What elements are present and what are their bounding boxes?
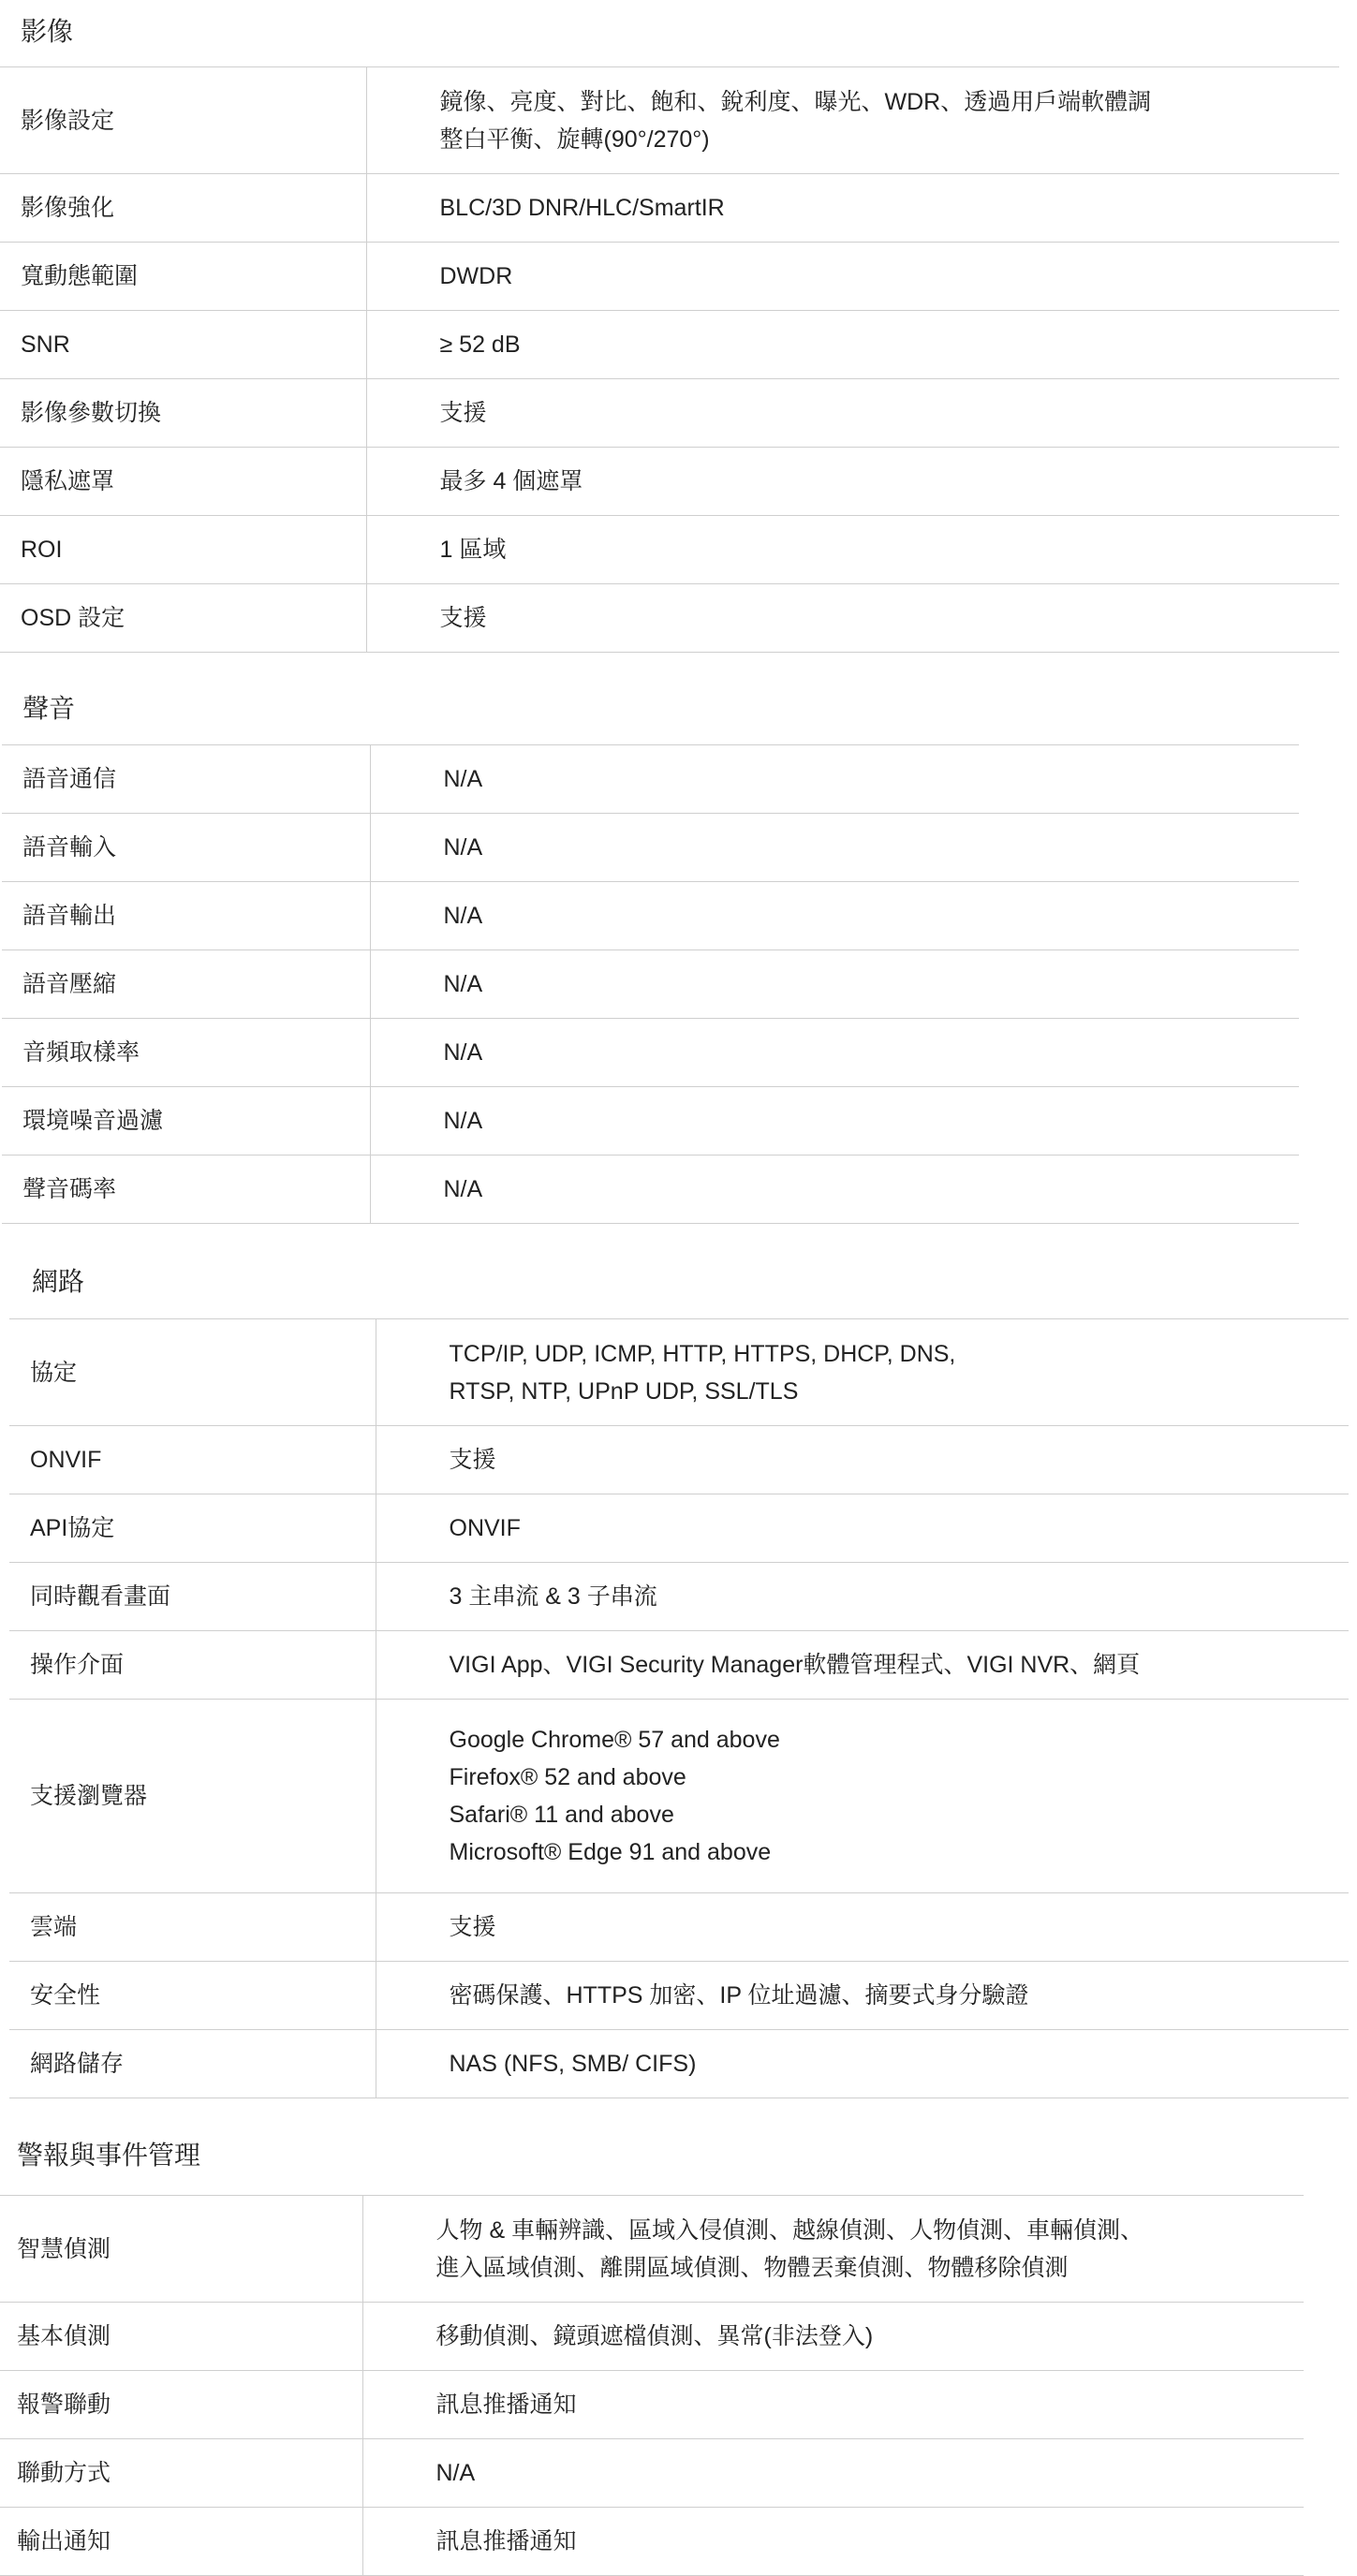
row-value: N/A <box>370 882 1299 950</box>
row-label: 聲音碼率 <box>2 1156 370 1224</box>
row-value: ONVIF <box>376 1494 1349 1563</box>
row-value: 支援 <box>366 584 1339 653</box>
spec-table-audio <box>2 744 1299 1224</box>
value-line: 人物 & 車輛辨識、區域入侵偵測、越線偵測、人物偵測、車輛偵測、 <box>435 2216 1144 2244</box>
row-label: 安全性 <box>9 1962 376 2030</box>
table-row <box>9 1563 1349 1631</box>
row-label: 輸出通知 <box>0 2508 362 2576</box>
row-label: 影像強化 <box>0 174 366 243</box>
row-label: 寬動態範圍 <box>0 243 366 311</box>
row-value: N/A <box>370 814 1299 882</box>
row-label: 音頻取樣率 <box>2 1019 370 1087</box>
row-value: 1 區域 <box>366 516 1339 584</box>
value-line: 鏡像、亮度、對比、飽和、銳利度、曝光、WDR、透過用戶端軟體調 <box>439 88 1152 115</box>
table-row <box>2 950 1299 1019</box>
table-row <box>9 2030 1349 2098</box>
row-value: NAS (NFS, SMB/ CIFS) <box>376 2030 1349 2098</box>
value-line: 進入區域偵測、離開區域偵測、物體丟棄偵測、物體移除偵測 <box>435 2254 1069 2281</box>
row-value: N/A <box>370 1019 1299 1087</box>
row-value: 支援 <box>366 379 1339 448</box>
row-value: N/A <box>370 1156 1299 1224</box>
row-label: 語音輸入 <box>2 814 370 882</box>
row-value: 移動偵測、鏡頭遮檔偵測、異常(非法登入) <box>362 2303 1304 2371</box>
row-value: N/A <box>370 1087 1299 1156</box>
row-value: 3 主串流 & 3 子串流 <box>376 1563 1349 1631</box>
row-label: OSD 設定 <box>0 584 366 653</box>
row-label: 聯動方式 <box>0 2439 362 2508</box>
row-label: 影像設定 <box>0 67 366 174</box>
spec-table-image <box>0 66 1339 653</box>
value-line: Firefox® 52 and above <box>449 1764 686 1790</box>
row-label: 語音輸出 <box>2 882 370 950</box>
table-row <box>0 2371 1304 2439</box>
row-label: 語音通信 <box>2 745 370 814</box>
table-row <box>9 1319 1349 1426</box>
table-row <box>0 584 1339 653</box>
table-row <box>2 1087 1299 1156</box>
row-label: 操作介面 <box>9 1631 376 1700</box>
row-value: 支援 <box>376 1893 1349 1962</box>
value-line: Google Chrome® 57 and above <box>449 1727 780 1753</box>
row-value <box>362 2196 1304 2303</box>
table-row <box>9 1631 1349 1700</box>
section-title-audio: 聲音 <box>22 694 76 723</box>
row-label: ONVIF <box>9 1426 376 1494</box>
row-label: SNR <box>0 311 366 379</box>
row-value: ≥ 52 dB <box>366 311 1339 379</box>
table-row <box>9 1893 1349 1962</box>
row-label: 基本偵測 <box>0 2303 362 2371</box>
row-label: ROI <box>0 516 366 584</box>
table-row <box>9 1962 1349 2030</box>
value-line: Microsoft® Edge 91 and above <box>449 1839 772 1865</box>
row-value: 訊息推播通知 <box>362 2508 1304 2576</box>
table-row <box>2 1156 1299 1224</box>
table-row <box>2 745 1299 814</box>
table-row <box>0 311 1339 379</box>
table-row <box>0 2303 1304 2371</box>
row-label: 影像參數切換 <box>0 379 366 448</box>
row-label: 網路儲存 <box>9 2030 376 2098</box>
row-value: 最多 4 個遮罩 <box>366 448 1339 516</box>
row-value: N/A <box>370 745 1299 814</box>
row-label: 協定 <box>9 1319 376 1426</box>
row-value: 密碼保護、HTTPS 加密、IP 位址過濾、摘要式身分驗證 <box>376 1962 1349 2030</box>
table-row <box>2 882 1299 950</box>
row-label: 智慧偵測 <box>0 2196 362 2303</box>
section-title-network: 網路 <box>32 1267 85 1296</box>
section-title-alarm: 警報與事件管理 <box>17 2141 201 2170</box>
table-row <box>0 67 1339 174</box>
table-row <box>2 1019 1299 1087</box>
row-label: 隱私遮罩 <box>0 448 366 516</box>
table-row <box>0 2196 1304 2303</box>
row-value: 訊息推播通知 <box>362 2371 1304 2439</box>
row-label: 報警聯動 <box>0 2371 362 2439</box>
row-value: N/A <box>370 950 1299 1019</box>
row-label: API協定 <box>9 1494 376 1563</box>
table-row <box>0 448 1339 516</box>
row-value: VIGI App、VIGI Security Manager軟體管理程式、VIGI NVR、網頁 <box>376 1631 1349 1700</box>
spec-table-network <box>9 1318 1349 2098</box>
row-value <box>376 1700 1349 1893</box>
value-line: 整白平衡、旋轉(90°/270°) <box>439 125 710 153</box>
table-row <box>0 243 1339 311</box>
row-value <box>366 67 1339 174</box>
row-value: 支援 <box>376 1426 1349 1494</box>
table-row <box>0 174 1339 243</box>
row-label: 同時觀看畫面 <box>9 1563 376 1631</box>
value-line: Safari® 11 and above <box>449 1802 674 1828</box>
value-line: RTSP, NTP, UPnP UDP, SSL/TLS <box>449 1377 799 1405</box>
row-value <box>376 1319 1349 1426</box>
row-label: 環境噪音過濾 <box>2 1087 370 1156</box>
table-row <box>9 1426 1349 1494</box>
row-label: 雲端 <box>9 1893 376 1962</box>
row-value: BLC/3D DNR/HLC/SmartIR <box>366 174 1339 243</box>
table-row <box>0 2439 1304 2508</box>
section-title-image: 影像 <box>21 17 74 46</box>
row-label: 支援瀏覽器 <box>9 1700 376 1893</box>
table-row <box>2 814 1299 882</box>
table-row <box>0 2508 1304 2576</box>
spec-table-alarm <box>0 2195 1304 2576</box>
row-label: 語音壓縮 <box>2 950 370 1019</box>
table-row <box>9 1494 1349 1563</box>
row-value: N/A <box>362 2439 1304 2508</box>
value-line: TCP/IP, UDP, ICMP, HTTP, HTTPS, DHCP, DNS, <box>449 1340 956 1367</box>
table-row <box>0 379 1339 448</box>
table-row <box>0 516 1339 584</box>
row-value: DWDR <box>366 243 1339 311</box>
table-row <box>9 1700 1349 1893</box>
